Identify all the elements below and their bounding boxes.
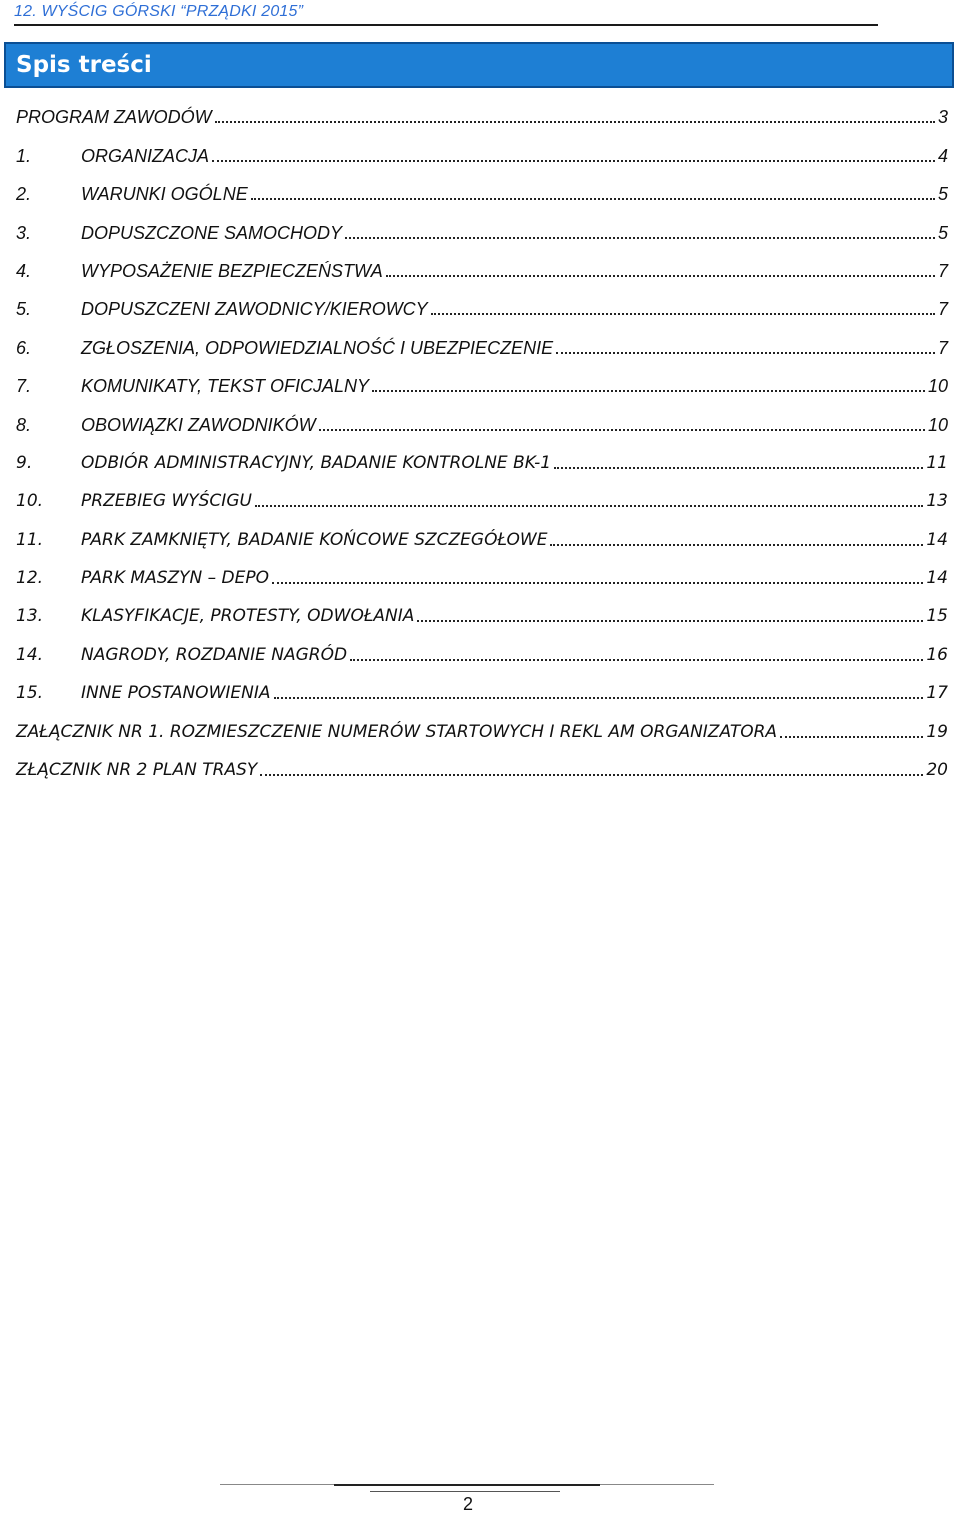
toc-dot-leader [350, 659, 923, 661]
toc-entry[interactable] [16, 250, 948, 288]
toc-entry-number: 8. [16, 414, 32, 435]
toc-dot-leader [215, 121, 935, 123]
toc-entry-number: 15. [16, 683, 44, 704]
toc-dot-leader [274, 697, 924, 699]
toc-entry-title: WYPOSAŻENIE BEZPIECZEŃSTWA [81, 260, 383, 281]
toc-entry-title: ZAŁĄCZNIK NR 1. ROZMIESZCZENIE NUMERÓW STARTOWYCH I REKL AM ORGANIZATORA [16, 721, 778, 742]
toc-dot-leader [212, 160, 935, 162]
toc-entry-page: 5 [937, 184, 948, 205]
toc-entry-page: 3 [937, 107, 948, 128]
toc-entry-number: 12. [16, 568, 44, 589]
toc-entry-page: 13 [926, 491, 948, 512]
toc-dot-leader [556, 352, 935, 354]
toc-entry-page: 10 [927, 414, 948, 435]
toc-entry-number: 11. [16, 529, 44, 550]
toc-entry[interactable] [16, 710, 948, 748]
toc-heading: Spis treści [16, 52, 152, 78]
toc-dot-leader [372, 390, 925, 392]
toc-dot-leader [255, 505, 923, 507]
toc-entry-title: OBOWIĄZKI ZAWODNIKÓW [81, 414, 316, 435]
toc-entry[interactable] [16, 211, 948, 249]
toc-entry[interactable] [16, 96, 948, 134]
toc-entry-page: 19 [926, 721, 948, 742]
toc-entry-page: 11 [926, 452, 948, 473]
footer-rule-line [334, 1484, 600, 1486]
toc-entry[interactable] [16, 480, 948, 518]
toc-entry-number: 2. [16, 184, 32, 205]
toc-entry-page: 16 [926, 644, 948, 665]
toc-entry-page: 17 [926, 683, 948, 704]
toc-entry-title: ORGANIZACJA [81, 145, 210, 166]
toc-entry-number: 14. [16, 644, 44, 665]
toc-entry-title: PARK ZAMKNIĘTY, BADANIE KOŃCOWE SZCZEGÓŁOWE [81, 529, 548, 550]
footer-rule-line [370, 1491, 560, 1492]
toc-entry-page: 14 [926, 529, 948, 550]
toc-entry-page: 4 [937, 145, 948, 166]
toc-entry-page: 14 [926, 568, 948, 589]
footer-rule [220, 1484, 740, 1494]
toc-entry-page: 7 [937, 260, 948, 281]
toc-entry[interactable] [16, 633, 948, 671]
page-number: 2 [462, 1494, 473, 1514]
toc-entry-page: 7 [937, 299, 948, 320]
toc-entry-title: WARUNKI OGÓLNE [81, 184, 248, 205]
toc-entry-page: 15 [926, 606, 948, 627]
toc-entry-title: KLASYFIKACJE, PROTESTY, ODWOŁANIA [81, 606, 415, 627]
toc-entry-number: 5. [16, 299, 32, 320]
toc-entry-number: 3. [16, 222, 32, 243]
toc-entry-title: KOMUNIKATY, TEKST OFICJALNY [81, 376, 370, 397]
toc-entry[interactable] [16, 365, 948, 403]
toc-entry-page: 5 [937, 222, 948, 243]
toc-dot-leader [780, 736, 923, 738]
toc-dot-leader [386, 275, 935, 277]
toc-entry-title: PARK MASZYN – DEPO [81, 568, 270, 589]
toc-entry[interactable] [16, 442, 948, 480]
toc-entry-number: 10. [16, 491, 44, 512]
toc-entry-title: PROGRAM ZAWODÓW [16, 107, 212, 128]
toc-dot-leader [319, 429, 925, 431]
toc-entry-title: PRZEBIEG WYŚCIGU [81, 491, 252, 512]
toc-entry[interactable] [16, 557, 948, 595]
toc-entry-title: ZŁĄCZNIK NR 2 PLAN TRASY [16, 760, 258, 781]
running-header [14, 2, 878, 26]
toc-entry-number: 9. [16, 452, 33, 473]
toc-dot-leader [417, 620, 923, 622]
running-header-title: 12. WYŚCIG GÓRSKI “PRZĄDKI 2015” [14, 3, 304, 20]
toc-entry-title: DOPUSZCZONE SAMOCHODY [81, 222, 343, 243]
toc-dot-leader [260, 774, 923, 776]
toc-dot-leader [345, 237, 935, 239]
toc-entry[interactable] [16, 288, 948, 326]
toc-entry-title: INNE POSTANOWIENIA [81, 683, 271, 704]
toc-entry[interactable] [16, 403, 948, 441]
toc-entry-number: 4. [16, 260, 32, 281]
toc-entry[interactable] [16, 134, 948, 172]
toc-entry[interactable] [16, 672, 948, 710]
toc-dot-leader [550, 544, 923, 546]
toc-entry-title: NAGRODY, ROZDANIE NAGRÓD [81, 644, 348, 665]
toc-entry-number: 13. [16, 606, 44, 627]
toc-dot-leader [431, 313, 935, 315]
toc-entry-title: ZGŁOSZENIA, ODPOWIEDZIALNOŚĆ I UBEZPIECZENIE [81, 337, 554, 358]
toc-dot-leader [554, 467, 923, 469]
toc-entry-number: 7. [16, 376, 32, 397]
toc-entry[interactable] [16, 518, 948, 556]
toc-entry-number: 1. [16, 145, 32, 166]
toc-entry[interactable] [16, 326, 948, 364]
toc-entry[interactable] [16, 749, 948, 787]
toc-entry-page: 7 [937, 337, 948, 358]
toc-entry-title: ODBIÓR ADMINISTRACYJNY, BADANIE KONTROLNE BK-1 [81, 452, 552, 473]
toc-heading-box [4, 42, 954, 88]
toc-entry[interactable] [16, 595, 948, 633]
toc-entry-title: DOPUSZCZENI ZAWODNICY/KIEROWCY [81, 299, 428, 320]
toc-list [16, 96, 948, 787]
toc-dot-leader [272, 582, 923, 584]
toc-entry-page: 10 [927, 376, 948, 397]
toc-dot-leader [251, 198, 935, 200]
toc-entry-page: 20 [926, 760, 948, 781]
toc-entry-number: 6. [16, 337, 32, 358]
toc-entry[interactable] [16, 173, 948, 211]
